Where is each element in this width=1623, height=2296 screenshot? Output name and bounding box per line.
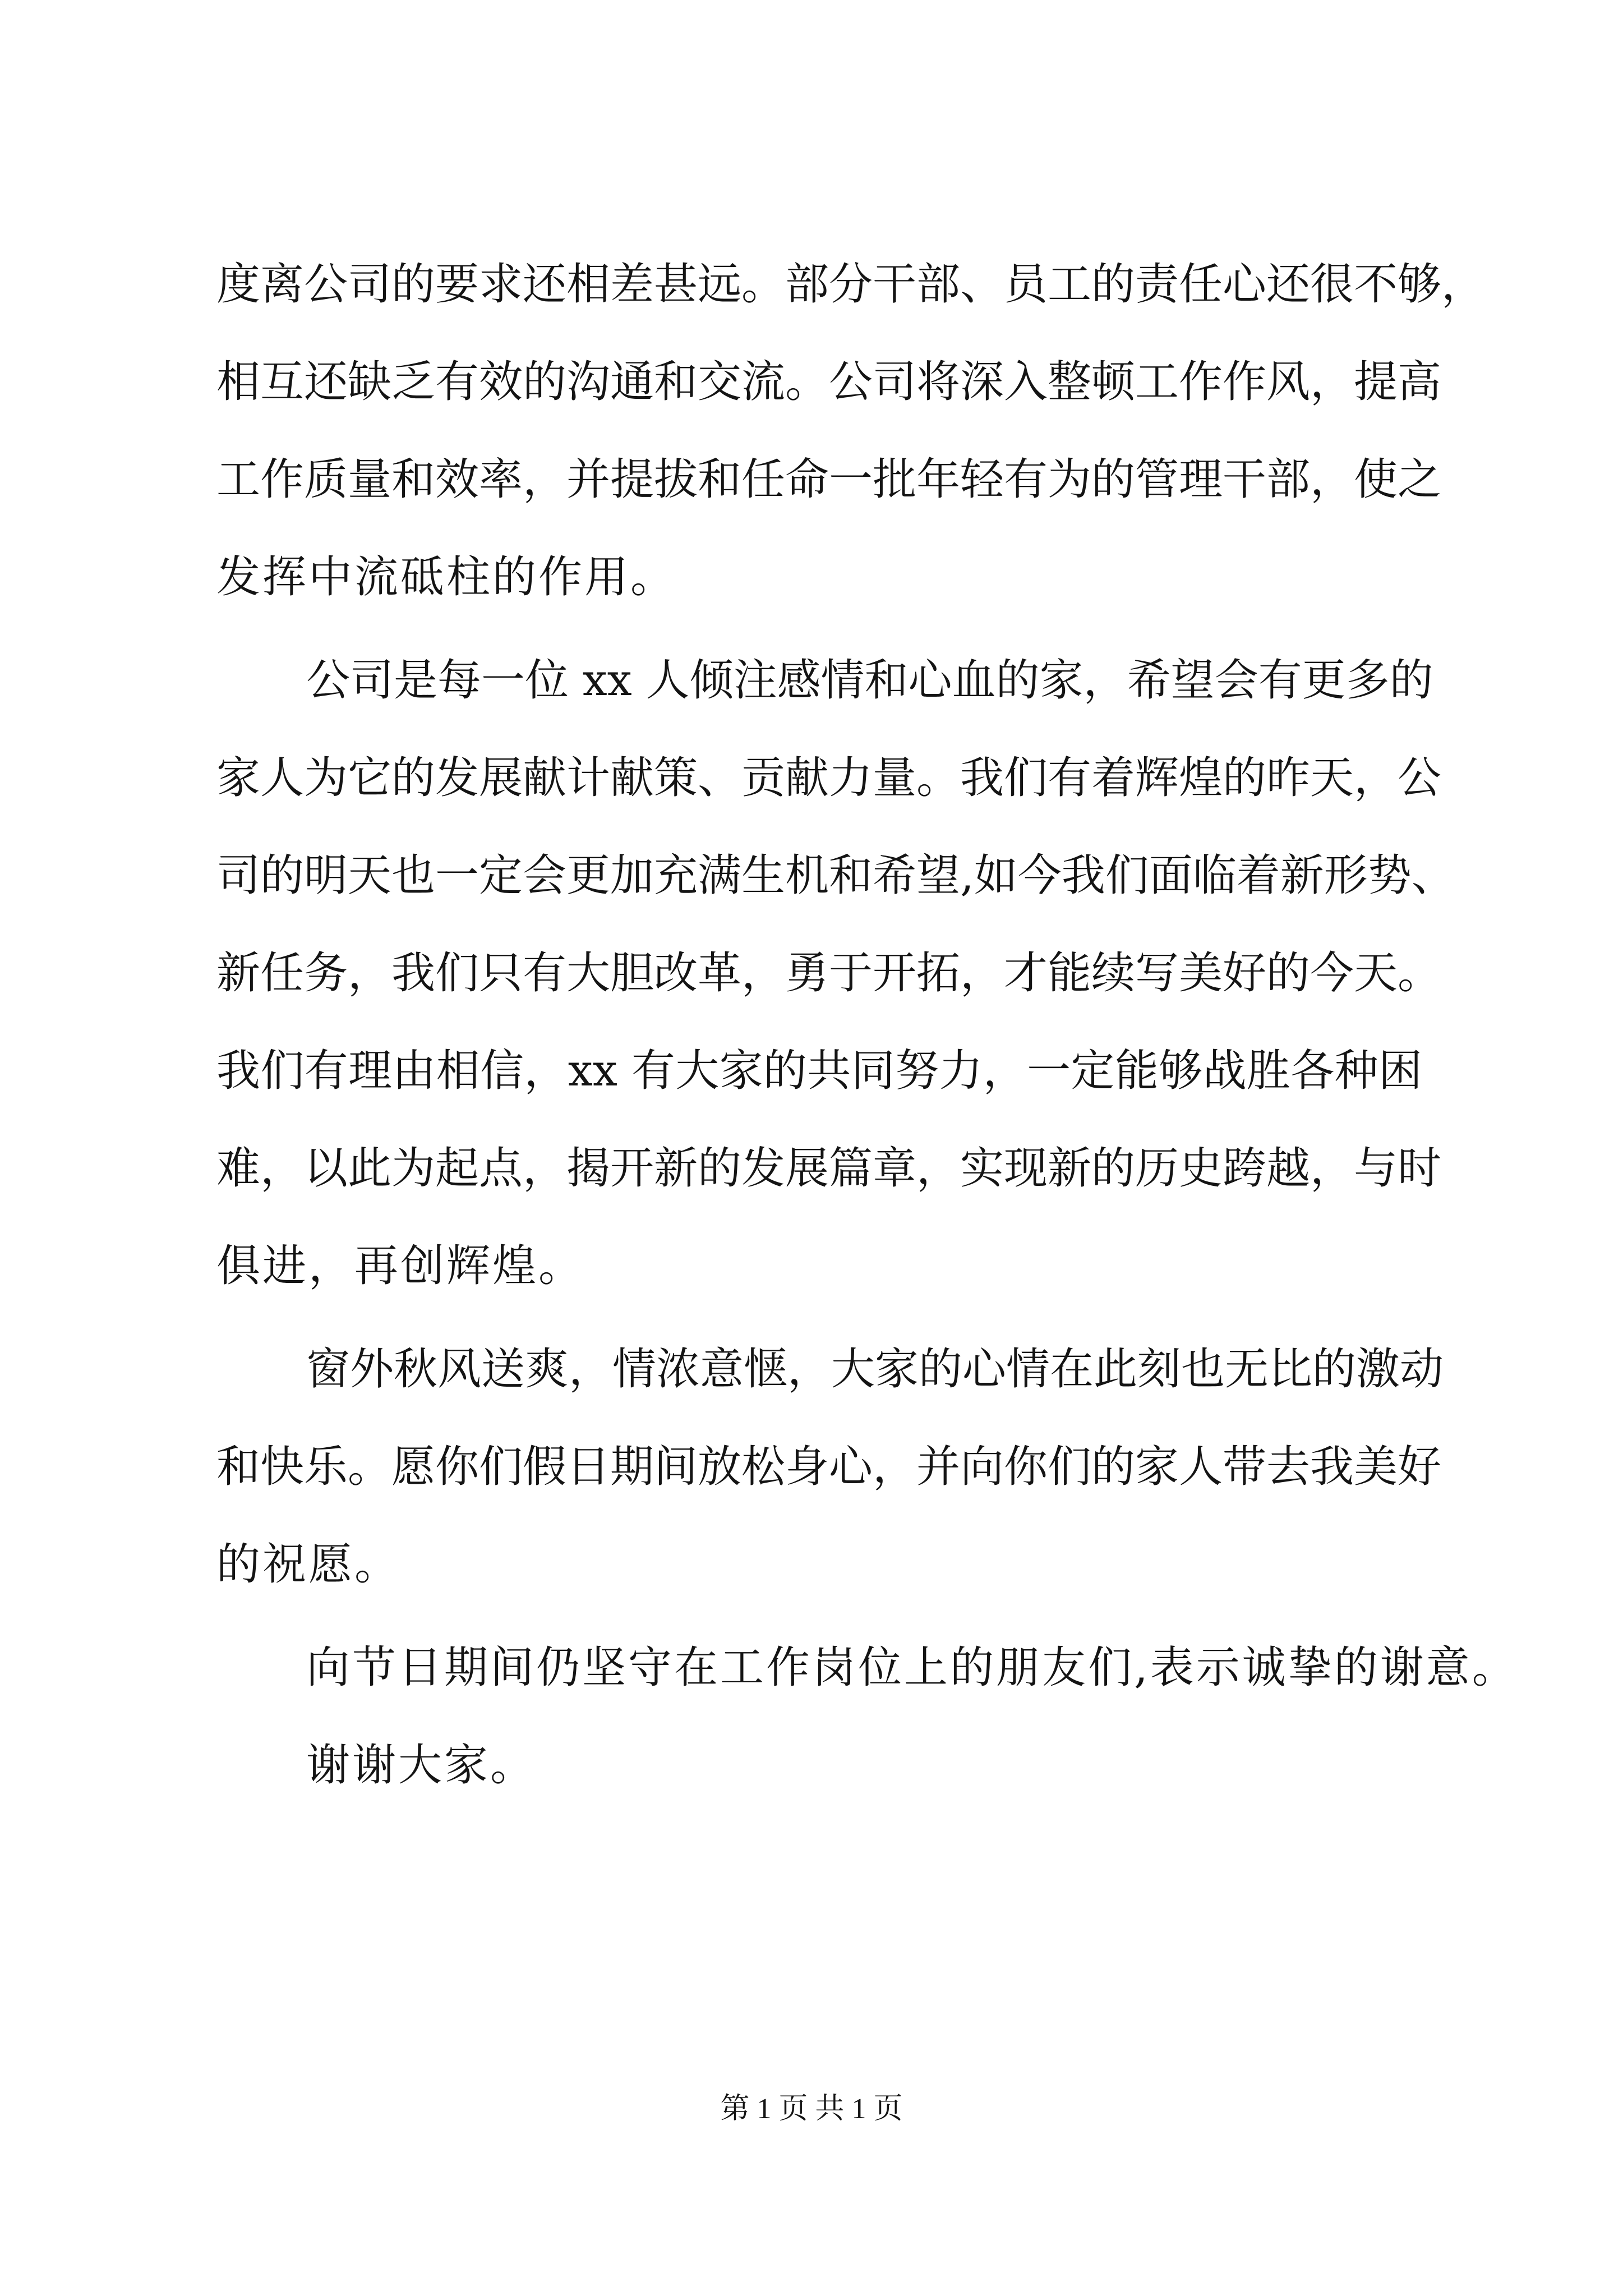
body-line: 的祝愿。 bbox=[216, 1539, 401, 1590]
body-line: 公司是每一位 xx 人倾注感情和心血的家，希望会有更多的 bbox=[306, 655, 1433, 706]
body-line: 俱进，再创辉煌。 bbox=[216, 1241, 585, 1291]
body-line: 新任务，我们只有大胆改革，勇于开拓，才能续写美好的今天。 bbox=[216, 948, 1442, 999]
body-line: 和快乐。愿你们假日期间放松身心，并向你们的家人带去我美好 bbox=[216, 1442, 1442, 1492]
body-line: 度离公司的要求还相差甚远。部分干部、员工的责任心还很不够， bbox=[216, 259, 1486, 310]
document-body bbox=[216, 236, 1518, 1814]
body-line: 发挥中流砥柱的作用。 bbox=[216, 552, 677, 602]
body-line: 向节日期间仍坚守在工作岗位上的朋友们,表示诚挚的谢意。 bbox=[306, 1642, 1518, 1693]
body-line: 家人为它的发展献计献策、贡献力量。我们有着辉煌的昨天，公 bbox=[216, 753, 1442, 803]
page-footer: 第 1 页 共 1 页 bbox=[720, 2093, 903, 2125]
body-line: 难，以此为起点，揭开新的发展篇章，实现新的历史跨越，与时 bbox=[216, 1143, 1442, 1194]
body-line: 相互还缺乏有效的沟通和交流。公司将深入整顿工作作风，提高 bbox=[216, 357, 1442, 407]
body-line: 我们有理由相信，xx 有大家的共同努力，一定能够战胜各种困 bbox=[216, 1046, 1422, 1096]
body-line: 司的明天也一定会更加充满生机和希望,如今我们面临着新形势、 bbox=[216, 850, 1455, 901]
body-line: 工作质量和效率，并提拔和任命一批年轻有为的管理干部，使之 bbox=[216, 454, 1442, 505]
body-line: 谢谢大家。 bbox=[306, 1740, 537, 1791]
body-line: 窗外秋风送爽，情浓意惬，大家的心情在此刻也无比的激动 bbox=[306, 1344, 1444, 1395]
